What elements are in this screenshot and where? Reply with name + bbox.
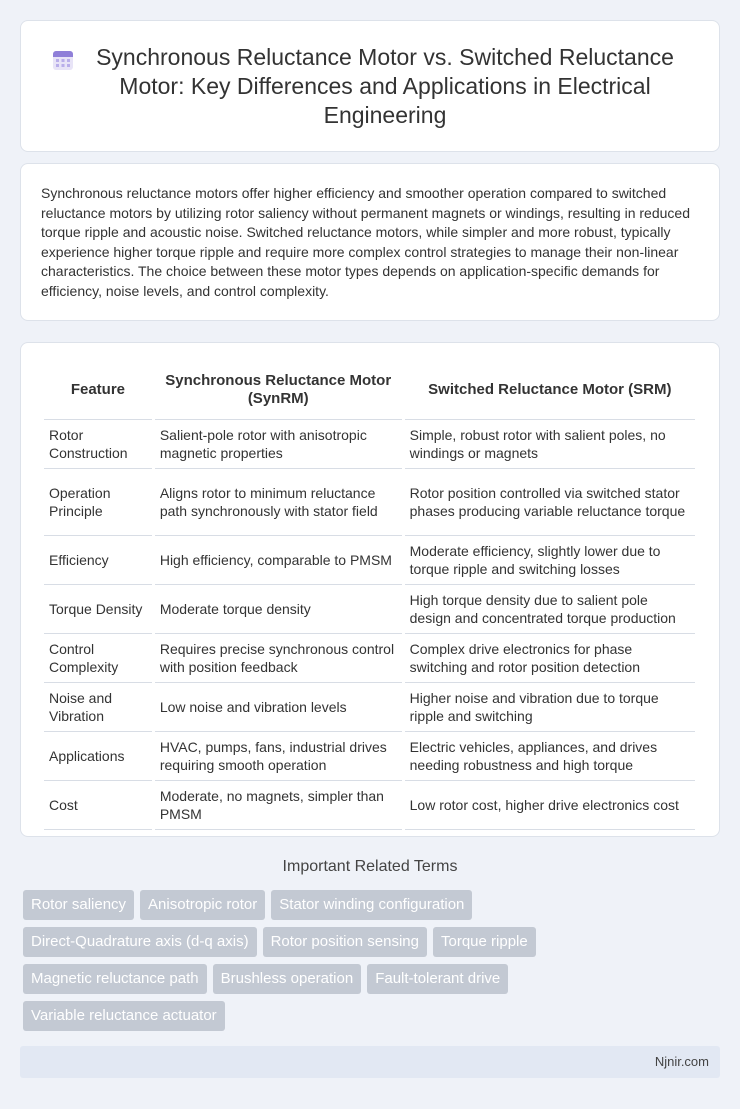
srm-cell: High torque density due to salient pole design and concentrated torque production [405,585,695,634]
feature-cell: Noise and Vibration [44,683,152,732]
srm-cell: Higher noise and vibration due to torque ripple and switching [405,683,695,732]
srm-cell: Complex drive electronics for phase switching and rotor position detection [405,634,695,683]
header-synrm: Synchronous Reluctance Motor (SynRM) [155,360,402,420]
related-terms-tags [23,890,623,1038]
srm-cell: Moderate efficiency, slightly lower due to torque ripple and switching losses [405,536,695,585]
synrm-cell: Requires precise synchronous control with position feedback [155,634,402,683]
footer-site-name[interactable]: Njnir.com [654,1054,709,1069]
table-row [44,732,695,781]
table-row [44,634,695,683]
footer [20,1046,720,1078]
srm-cell: Electric vehicles, appliances, and drives needing robustness and high torque [405,732,695,781]
tag-variable-reluctance-actuator[interactable]: Variable reluctance actuator [23,1001,225,1031]
comparison-table-card [20,342,720,837]
tag-fault-tolerant-drive[interactable]: Fault-tolerant drive [367,964,508,994]
header-feature: Feature [44,360,152,420]
summary-card [20,163,720,321]
feature-cell: Efficiency [44,536,152,585]
title-card [20,20,720,152]
summary-paragraph: Synchronous reluctance motors offer higher efficiency and smoother operation compared to switched reluctance motors by utilizing rotor saliency without permanent magnets or windings, resulting in reduced torque ripple and acoustic noise. Switched reluctance motors, while simpler and more robust, typically experience higher torque ripple and require more complex control strategies to manage their non-linear characteristics. The choice between these motor types depends on application-specific demands for efficiency, noise levels, and control complexity. [41,185,690,299]
tag-rotor-position-sensing[interactable]: Rotor position sensing [263,927,427,957]
tag-magnetic-reluctance-path[interactable]: Magnetic reluctance path [23,964,207,994]
table-header-row [44,360,695,420]
synrm-cell: Aligns rotor to minimum reluctance path synchronously with stator field [155,469,402,536]
synrm-cell: Salient-pole rotor with anisotropic magnetic properties [155,420,402,469]
table-row [44,420,695,469]
synrm-cell: Moderate, no magnets, simpler than PMSM [155,781,402,830]
synrm-cell: Moderate torque density [155,585,402,634]
table-row [44,585,695,634]
feature-cell: Torque Density [44,585,152,634]
comparison-table [41,360,698,830]
tag-stator-winding-configuration[interactable]: Stator winding configuration [271,890,472,920]
tag-rotor-saliency[interactable]: Rotor saliency [23,890,134,920]
header-srm: Switched Reluctance Motor (SRM) [405,360,695,420]
table-row [44,781,695,830]
synrm-cell: HVAC, pumps, fans, industrial drives requiring smooth operation [155,732,402,781]
table-row [44,536,695,585]
feature-cell: Control Complexity [44,634,152,683]
feature-cell: Rotor Construction [44,420,152,469]
tag-anisotropic-rotor[interactable]: Anisotropic rotor [140,890,265,920]
tag-torque-ripple[interactable]: Torque ripple [433,927,536,957]
tag-brushless-operation[interactable]: Brushless operation [213,964,362,994]
srm-cell: Rotor position controlled via switched stator phases producing variable reluctance torque [405,469,695,536]
feature-cell: Operation Principle [44,469,152,536]
srm-cell: Low rotor cost, higher drive electronics cost [405,781,695,830]
feature-cell: Cost [44,781,152,830]
synrm-cell: High efficiency, comparable to PMSM [155,536,402,585]
srm-cell: Simple, robust rotor with salient poles, no windings or magnets [405,420,695,469]
related-terms-title: Important Related Terms [282,858,458,875]
tag-dq-axis[interactable]: Direct-Quadrature axis (d-q axis) [23,927,257,957]
table-row [44,683,695,732]
feature-cell: Applications [44,732,152,781]
table-row [44,469,695,536]
page-title: Synchronous Reluctance Motor vs. Switched Reluctance Motor: Key Differences and Applications in Electrical Engineering [96,44,674,128]
synrm-cell: Low noise and vibration levels [155,683,402,732]
